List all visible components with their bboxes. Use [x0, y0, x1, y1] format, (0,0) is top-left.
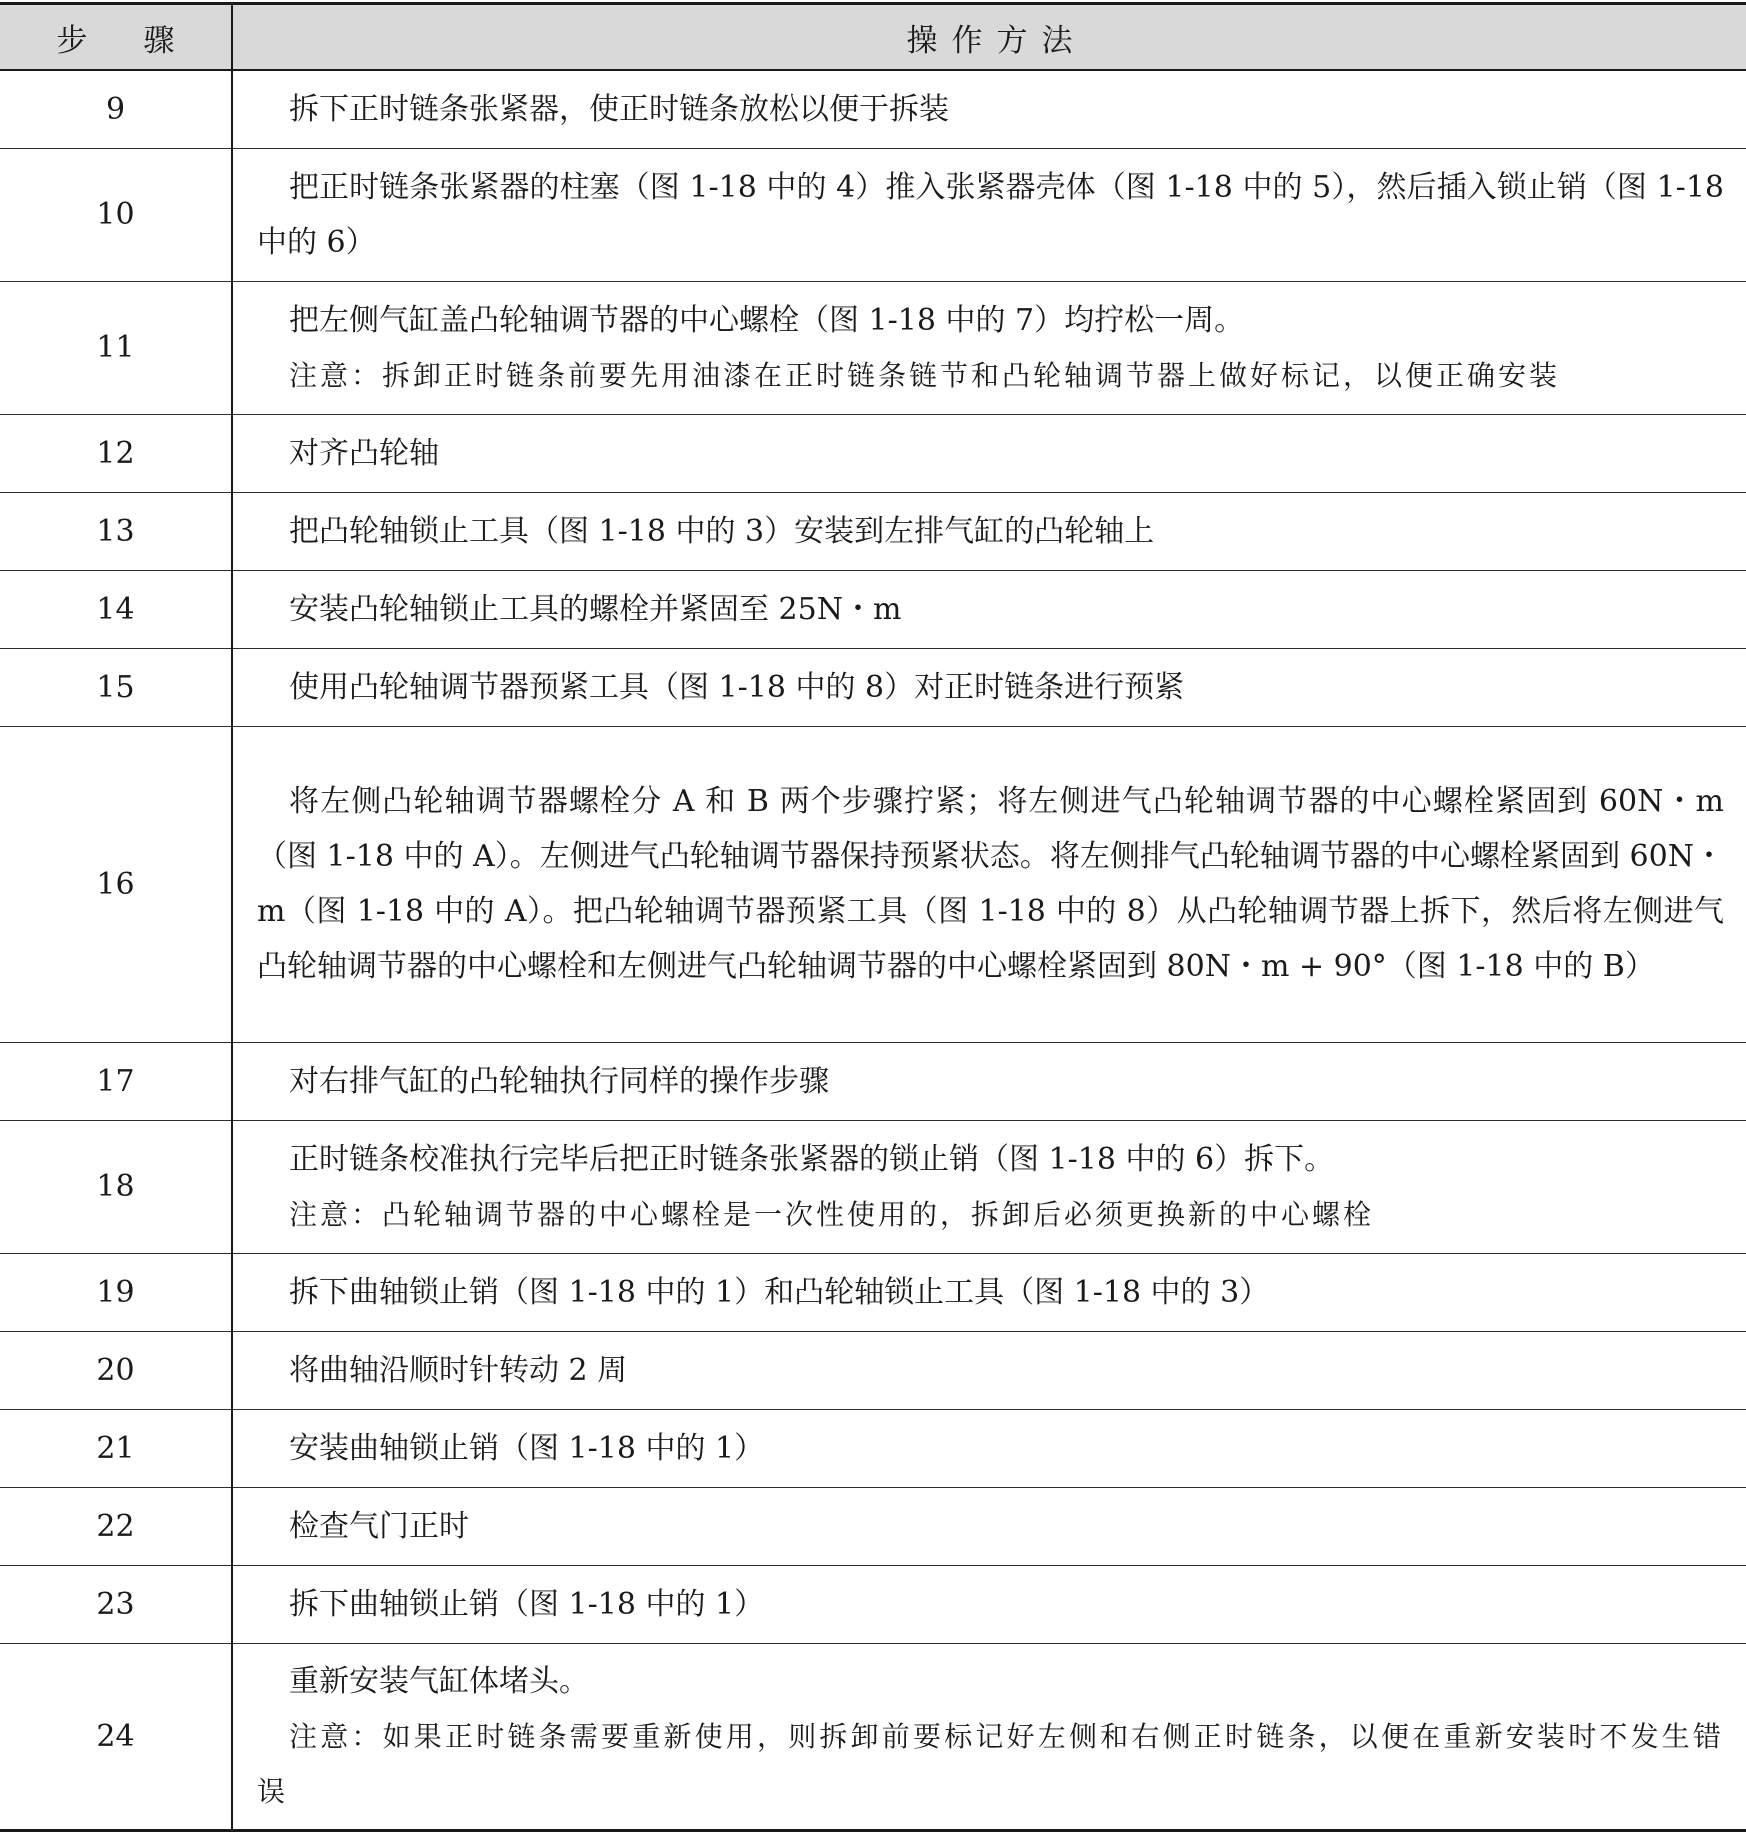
- operation-text: 把正时链条张紧器的柱塞（图 1-18 中的 4）推入张紧器壳体（图 1-18 中的 5），然后插入锁止销（图 1-18 中的 6）: [257, 169, 1724, 260]
- header-step-label: 步骤: [56, 22, 231, 59]
- operation-cell: [232, 414, 1746, 492]
- operation-cell: [232, 1487, 1746, 1565]
- operation-text: 正时链条校准执行完毕后把正时链条张紧器的锁止销（图 1-18 中的 6）拆下。: [289, 1141, 1335, 1177]
- step-number: 11: [0, 281, 232, 414]
- step-number: 9: [0, 70, 232, 148]
- table-row: [0, 1565, 1746, 1643]
- operation-cell: [232, 1409, 1746, 1487]
- step-number: 12: [0, 414, 232, 492]
- operation-cell: [232, 281, 1746, 414]
- operation-cell: [232, 70, 1746, 148]
- operation-text: 重新安装气缸体堵头。: [289, 1663, 589, 1699]
- table-row: [0, 1253, 1746, 1331]
- operation-text: 检查气门正时: [289, 1508, 469, 1544]
- operation-text: 安装曲轴锁止销（图 1-18 中的 1）: [289, 1430, 765, 1466]
- step-number: 14: [0, 570, 232, 648]
- step-number: 23: [0, 1565, 232, 1643]
- step-number: 10: [0, 148, 232, 281]
- operation-cell: [232, 726, 1746, 1042]
- operation-text: 拆下曲轴锁止销（图 1-18 中的 1）和凸轮轴锁止工具（图 1-18 中的 3）: [289, 1274, 1270, 1310]
- operation-cell: [232, 1120, 1746, 1253]
- step-number: 16: [0, 726, 232, 1042]
- operation-note: 注意：如果正时链条需要重新使用，则拆卸前要标记好左侧和右侧正时链条，以便在重新安装时不发生错误: [257, 1719, 1724, 1808]
- operation-cell: [232, 148, 1746, 281]
- step-number: 21: [0, 1409, 232, 1487]
- operation-cell: [232, 1331, 1746, 1409]
- table-row: [0, 726, 1746, 1042]
- operation-cell: [232, 1042, 1746, 1120]
- table-row: [0, 1042, 1746, 1120]
- step-number: 19: [0, 1253, 232, 1331]
- operation-text: 把凸轮轴锁止工具（图 1-18 中的 3）安装到左排气缸的凸轮轴上: [289, 513, 1155, 549]
- step-number: 24: [0, 1643, 232, 1830]
- operation-text: 安装凸轮轴锁止工具的螺栓并紧固至 25N・m: [289, 591, 902, 627]
- operation-cell: [232, 1643, 1746, 1830]
- table-row: [0, 492, 1746, 570]
- table-row: [0, 1487, 1746, 1565]
- table-row: [0, 1331, 1746, 1409]
- table-row: [0, 70, 1746, 148]
- operation-text: 将曲轴沿顺时针转动 2 周: [289, 1352, 628, 1388]
- operation-cell: [232, 648, 1746, 726]
- operation-cell: [232, 570, 1746, 648]
- step-number: 20: [0, 1331, 232, 1409]
- table-row: [0, 281, 1746, 414]
- table-row: [0, 1643, 1746, 1830]
- operation-text: 拆下正时链条张紧器，使正时链条放松以便于拆装: [289, 91, 949, 127]
- table-row: [0, 1120, 1746, 1253]
- table-header-row: [0, 4, 1746, 71]
- header-operation: [232, 4, 1746, 71]
- table-row: [0, 414, 1746, 492]
- operation-cell: [232, 1253, 1746, 1331]
- procedure-table: [0, 2, 1746, 1832]
- step-number: 15: [0, 648, 232, 726]
- operation-text: 使用凸轮轴调节器预紧工具（图 1-18 中的 8）对正时链条进行预紧: [289, 669, 1185, 705]
- header-step: [0, 4, 232, 71]
- operation-note: 注意：凸轮轴调节器的中心螺栓是一次性使用的，拆卸后必须更换新的中心螺栓: [289, 1197, 1375, 1231]
- header-operation-label: 操作方法: [906, 22, 1087, 59]
- operation-text: 拆下曲轴锁止销（图 1-18 中的 1）: [289, 1586, 765, 1622]
- table-row: [0, 648, 1746, 726]
- operation-text: 对齐凸轮轴: [289, 435, 439, 471]
- step-number: 17: [0, 1042, 232, 1120]
- table-body: [0, 70, 1746, 1830]
- table-row: [0, 1409, 1746, 1487]
- step-number: 22: [0, 1487, 232, 1565]
- operation-cell: [232, 1565, 1746, 1643]
- table-row: [0, 148, 1746, 281]
- operation-note: 注意：拆卸正时链条前要先用油漆在正时链条链节和凸轮轴调节器上做好标记，以便正确安装: [289, 358, 1561, 392]
- operation-text: 将左侧凸轮轴调节器螺栓分 A 和 B 两个步骤拧紧；将左侧进气凸轮轴调节器的中心螺栓紧固到 60N・m（图 1-18 中的 A）。左侧进气凸轮轴调节器保持预紧状态。将左侧排气凸轮轴调节器的中心螺栓紧固到 60N・m（图 1-18 中的 A）。把凸轮轴调节器预紧工具（图 1-18 中的 8）从凸轮轴调节器上拆下，然后将左侧进气凸轮轴调节器的中心螺栓和左侧进气凸轮轴调节器的中心螺栓紧固到 80N・m + 90°（图 1-18 中的 B）: [257, 784, 1724, 984]
- step-number: 18: [0, 1120, 232, 1253]
- table-row: [0, 570, 1746, 648]
- step-number: 13: [0, 492, 232, 570]
- operation-text: 对右排气缸的凸轮轴执行同样的操作步骤: [289, 1063, 829, 1099]
- operation-text: 把左侧气缸盖凸轮轴调节器的中心螺栓（图 1-18 中的 7）均拧松一周。: [289, 302, 1245, 338]
- operation-cell: [232, 492, 1746, 570]
